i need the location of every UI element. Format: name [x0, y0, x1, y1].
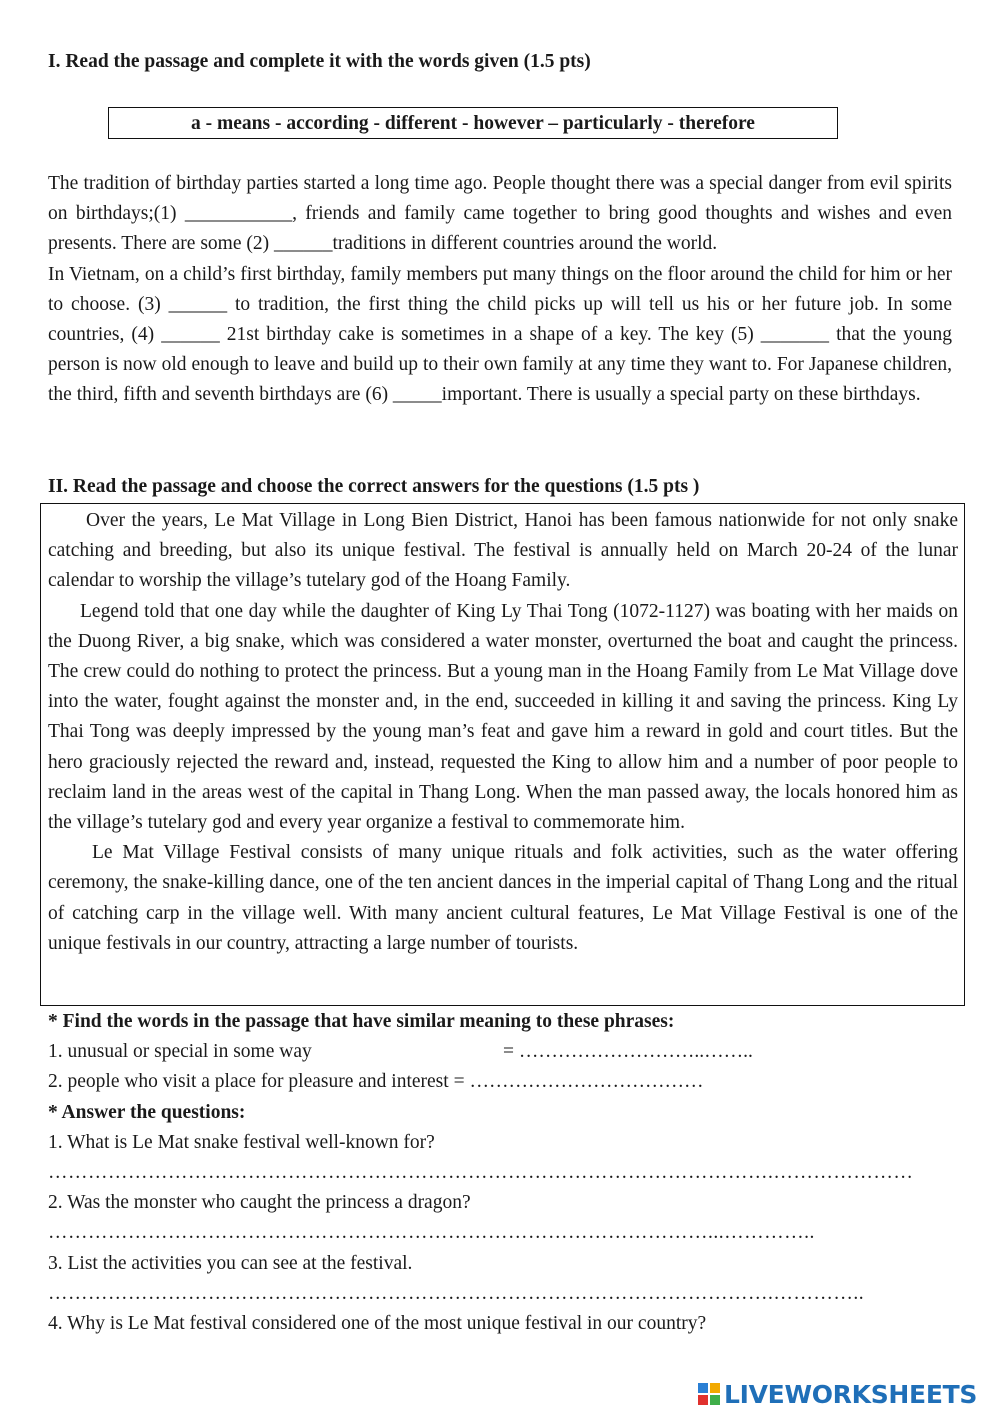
passage-paragraph: Le Mat Village Festival consists of many unique rituals and folk activities, such as the water offering ceremony, the snake-killing dance, one of the ten ancient dances in the imperial capital of Thang Long and the ritual of catching carp in the village well. With many ancient cultural features, Le Mat Village Festival is one of the unique festivals in our country, attracting a large number of tourists.	[48, 842, 958, 954]
question-text: 1. What is Le Mat snake festival well-known for?	[48, 1131, 435, 1153]
tasks-section	[48, 1007, 952, 1339]
reading-passage-box	[40, 503, 965, 1006]
vocab-term: 2. people who visit a place for pleasure and interest	[48, 1071, 449, 1093]
vocab-item	[48, 1037, 952, 1067]
liveworksheets-logo	[698, 1378, 977, 1410]
vocab-item	[48, 1067, 952, 1097]
questions-heading: * Answer the questions:	[48, 1101, 246, 1123]
section1-paragraph: The tradition of birthday parties started a long time ago. People thought there was a special danger from evil spirits on birthdays;(1) ___________, friends and family came together to bring good thoughts and wishes and even presents. There are some (2) ______traditions in different countries around the world.	[48, 173, 952, 255]
answer-line[interactable]: ……………………………………………………………………………………………….…………………	[48, 1162, 914, 1184]
question-text: 4. Why is Le Mat festival considered one of the most unique festival in our country?	[48, 1313, 707, 1335]
vocab-answer-blank[interactable]: = ………………………..……..	[503, 1041, 753, 1063]
vocab-term: 1. unusual or special in some way	[48, 1041, 312, 1063]
section1-heading: I. Read the passage and complete it with the words given (1.5 pts)	[48, 51, 591, 72]
section2-heading: II. Read the passage and choose the correct answers for the questions (1.5 pts )	[48, 476, 700, 497]
vocab-answer-blank[interactable]: = ………………………………	[453, 1071, 704, 1093]
logo-text: LIVEWORKSHEETS	[724, 1379, 978, 1409]
passage-paragraph: Over the years, Le Mat Village in Long Bien District, Hanoi has been famous nationwide for not only snake catching and breeding, but also its unique festival. The festival is annually held on March 20-24 of the lunar calendar to worship the village’s tutelary god of the Hoang Family.	[48, 510, 958, 592]
vocab-heading: * Find the words in the passage that have similar meaning to these phrases:	[48, 1011, 675, 1032]
section1-paragraph: In Vietnam, on a child’s first birthday, family members put many things on the floor around the child for him or her to choose. (3) ______ to tradition, the first thing the child picks up will tell us his or her future job. In some countries, (4) ______ 21st birthday cake is sometimes in a shape of a key. The key (5) _______ that the young person is now old enough to leave and build up to their own family at any time they want to. For Japanese children, the third, fifth and seventh birthdays are (6) _____important. There is usually a special party on these birthdays.	[48, 263, 952, 406]
answer-line[interactable]: ………………………………………………………………………………………...…………..	[48, 1222, 815, 1244]
liveworksheets-logo-icon	[698, 1383, 720, 1405]
answer-line[interactable]: ……………………………………………………………………………………………….…………..	[48, 1282, 865, 1304]
question-text: 3. List the activities you can see at the festival.	[48, 1252, 413, 1274]
question-text: 2. Was the monster who caught the princess a dragon?	[48, 1192, 471, 1214]
passage-paragraph: Legend told that one day while the daughter of King Ly Thai Tong (1072-1127) was boating with her maids on the Duong River, a big snake, which was considered a water monster, overturned the boat and caught the princess. The crew could do nothing to protect the princess. But a young man in the Hoang Family from Le Mat Village dove into the water, fought against the monster and, in the end, succeeded in killing it and saving the princess. King Ly Thai Tong was deeply impressed by the young man’s feat and gave him a reward in gold and court titles. But the hero graciously rejected the reward and, instead, requested the King to allow him and a number of poor people to reclaim land in the areas west of the capital in Thang Long. When the man passed away, the locals honored him as the village’s tutelary god and every year organize a festival to commemorate him.	[48, 600, 958, 834]
word-bank-box: a - means - according - different - however – particularly - therefore	[108, 107, 838, 139]
section1-passage	[48, 169, 952, 411]
